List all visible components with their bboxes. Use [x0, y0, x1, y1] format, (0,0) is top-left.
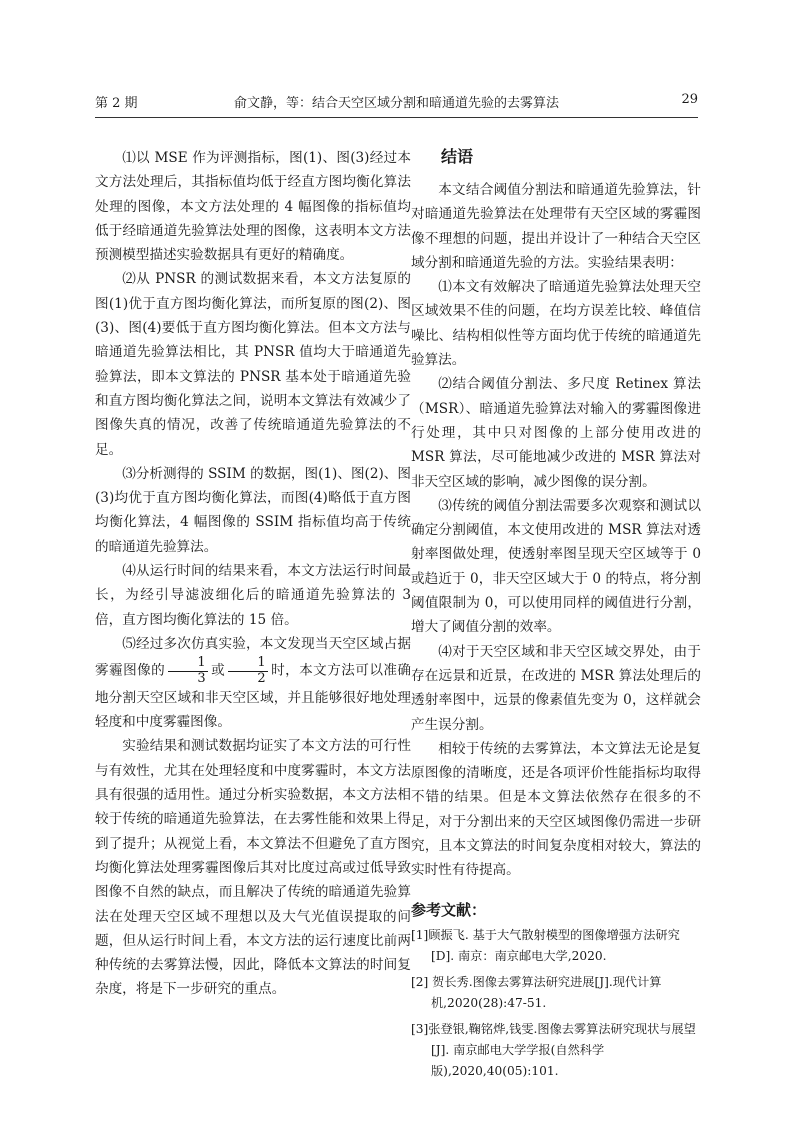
analysis-paragraph-ssim: ⑶分析测得的 SSIM 的数据，图(1)、图(2)、图(3)均优于直方图均衡化算法，而图(4)略低于直方图均衡化算法，4 幅图像的 SSIM 指标值均高于传统的暗通道先验算法。: [95, 465, 411, 555]
running-header: [95, 92, 698, 114]
conclusion-intro: 本文结合阈值分割法和暗通道先验算法，针对暗通道先验算法在处理带有天空区域的雾霾图像不理想的问题，提出并设计了一种结合天空区域分割和暗通道先验的方法。实验结果表明：: [411, 182, 701, 271]
conclusion-point-4: ⑷对于天空区域和非天空区域交界处，由于存在远景和近景，在改进的 MSR 算法处理后的透射率图中，远景的像素值先变为 0，这样就会产生误分割。: [411, 643, 701, 733]
conclusion-point-3: ⑶传统的阈值分割法需要多次观察和测试以确定分割阈值，本文使用改进的 MSR 算法对透射率图做处理，使透射率图呈现天空区域等于 0 或趋近于 0，非天空区域大于 0 的特点，将分割阈值限制为 0，可以使用同样的阈值进行分割，增大了阈值分割的效率。: [411, 497, 701, 636]
fraction-one-third: [168, 656, 207, 686]
reference-item: [2] 贺长秀.图像去雾算法研究进展[J].现代计算机,2020(28):47-51.: [411, 974, 662, 1010]
fraction-denominator: 2: [257, 670, 266, 686]
conclusion-closing: 相较于传统的去雾算法，本文算法无论是复原图像的清晰度，还是各项评价性能指标均取得不错的结果。但是本文算法依然存在很多的不足，对于分割出来的天空区域图像仍需进一步研究，且本文算法的时间复杂度相对较大，算法的实时性有待提高。: [411, 740, 701, 879]
running-title: 俞文静，等：结合天空区域分割和暗通道先验的去雾算法: [233, 96, 559, 111]
analysis-paragraph-mse: ⑴以 MSE 作为评测指标，图(1)、图(3)经过本文方法处理后，其指标值均低于经直方图均衡化算法处理的图像，本文方法处理的 4 幅图像的指标值均低于经暗通道先验算法处理的图像，这表明本文方法预测模型描述实验数据具有更好的精确度。: [95, 150, 411, 264]
fraction-denominator: 3: [197, 670, 206, 686]
reference-item: [3]张登银,鞠铭烨,钱雯.图像去雾算法研究现状与展望[J]. 南京邮电大学学报(自然科学版),2020,40(05):101.: [411, 1021, 696, 1078]
sky-ratio-or: 或: [210, 662, 226, 679]
left-column: [95, 146, 411, 1002]
conclusion-heading: 结语: [441, 147, 474, 166]
analysis-paragraph-runtime: ⑷从运行时间的结果来看，本文方法运行时间最长，为经引导滤波细化后的暗通道先验算法的 3 倍，直方图均衡化算法的 15 倍。: [95, 563, 411, 628]
analysis-paragraph-psnr: ⑵从 PNSR 的测试数据来看，本文方法复原的图(1)优于直方图均衡化算法，而所复原的图(2)、图(3)、图(4)要低于直方图均衡化算法。但本文方法与暗通道先验算法相比，其 PNSR 值均大于暗通道先验算法，即本文算法的 PNSR 基本处于暗通道先验和直方图均衡化算法之间，说明本文算法有效减少了图像失真的情况，改善了传统暗通道先验算法的不足。: [95, 271, 411, 458]
fraction-numerator: 1: [228, 656, 267, 671]
sky-ratio-text-a: ⑸经过多次仿真实验，本文发现当天空区域占据雾霾图像的: [95, 635, 411, 679]
references-heading: 参考文献：: [411, 900, 487, 919]
analysis-paragraph-sky-ratio: [95, 632, 411, 734]
issue-number: 第 2 期: [95, 96, 138, 111]
header-rule: [95, 117, 698, 118]
sky-ratio-text-b: 时，本文方法可以准确地分割天空区域和非天空区域，并且能够很好地处理轻度和中度雾霾图像。: [95, 662, 412, 731]
conclusion-point-2: ⑵结合阈值分割法、多尺度 Retinex 算法（MSR）、暗通道先验算法对输入的雾霾图像进行处理，其中只对图像的上部分使用改进的 MSR 算法，尽可能地减少改进的 MSR 算法对非天空区域的影响，减少图像的误分割。: [411, 376, 701, 490]
conclusion-point-1: ⑴本文有效解决了暗通道先验算法处理天空区域效果不佳的问题，在均方误差比较、峰值信噪比、结构相似性等方面均优于传统的暗通道先验算法。: [411, 279, 701, 369]
fraction-numerator: 1: [168, 656, 207, 671]
experiment-summary-paragraph: 实验结果和测试数据均证实了本文方法的可行性与有效性，尤其在处理轻度和中度雾霾时，本文方法具有很强的适用性。通过分析实验数据，本文方法相较于传统的暗通道先验算法，在去雾性能和效果上得到了提升；从视觉上看，本文算法不但避免了直方图均衡化算法处理雾霾图像后其对比度过高或过低导致图像不自然的缺点，而且解决了传统的暗通道先验算法在处理天空区域不理想以及大气光值误提取的问题，但从运行时间上看，本文方法的运行速度比前两种传统的去雾算法慢，因此，降低本文算法的时间复杂度，将是下一步研究的重点。: [95, 738, 411, 998]
right-column: [411, 146, 701, 1087]
fraction-one-half: [228, 656, 267, 686]
page-number: 29: [681, 92, 698, 107]
reference-item: [1]顾振飞. 基于大气散射模型的图像增强方法研究[D]. 南京：南京邮电大学,2020.: [411, 927, 680, 963]
